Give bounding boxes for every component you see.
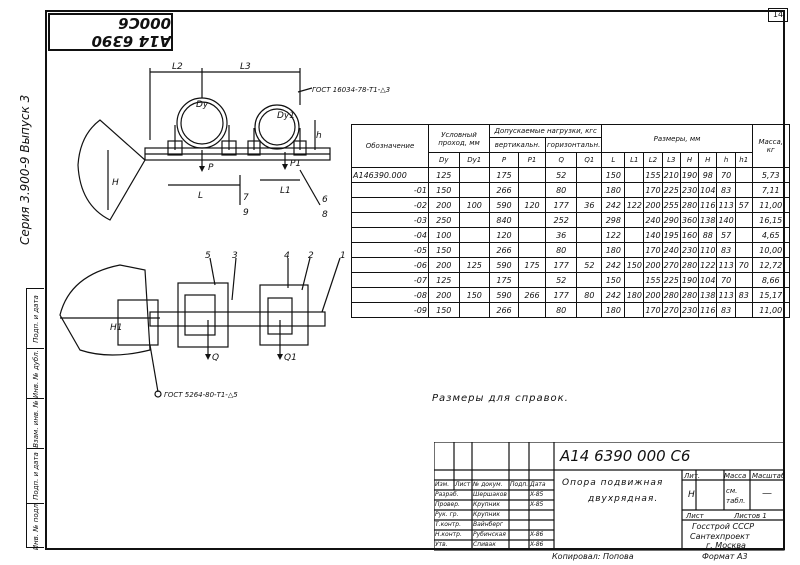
- table-cell-d: -01: [352, 183, 429, 198]
- table-cell-q1: 36: [577, 198, 602, 213]
- tb-person-role: Разраб.: [435, 491, 459, 498]
- dim-l1: L1: [280, 186, 291, 196]
- table-cell-p: 590: [490, 258, 519, 273]
- hdr-nominal: Условный проход, мм: [429, 125, 490, 153]
- table-cell-m: 7,11: [752, 183, 789, 198]
- weld-bottom-label: ГОСТ 5264-80-Т1-△5: [164, 391, 238, 399]
- load-p1: P1: [290, 159, 302, 169]
- table-cell-h1: [735, 303, 752, 318]
- table-cell-l: 180: [602, 303, 625, 318]
- table-cell-H2: 116: [699, 303, 717, 318]
- table-cell-q: 80: [546, 243, 577, 258]
- col-h-small: h: [717, 153, 735, 168]
- table-cell-h: 113: [717, 288, 735, 303]
- hdr-sizes: Размеры, мм: [602, 125, 752, 153]
- table-cell-l3: 290: [662, 213, 680, 228]
- table-cell-m: 12,72: [752, 258, 789, 273]
- table-cell-q1: [577, 303, 602, 318]
- table-cell-l2: 170: [644, 243, 662, 258]
- tb-person-role: Т.контр.: [435, 521, 462, 528]
- table-cell-dy: 125: [429, 273, 460, 288]
- table-cell-l1: [625, 303, 644, 318]
- dim-l3: L3: [240, 62, 251, 72]
- mass-label: Масса: [724, 472, 747, 480]
- table-cell-l3: 255: [662, 198, 680, 213]
- table-cell-q: 52: [546, 273, 577, 288]
- wall-bracket-top: [78, 120, 145, 220]
- table-row: [352, 183, 790, 198]
- table-cell-l: 242: [602, 198, 625, 213]
- table-cell-h: 70: [717, 168, 735, 183]
- table-cell-d: -05: [352, 243, 429, 258]
- table-cell-m: 16,15: [752, 213, 789, 228]
- table-cell-q: 52: [546, 168, 577, 183]
- table-cell-l: 298: [602, 213, 625, 228]
- pos-6: 6: [322, 195, 328, 205]
- table-cell-l1: [625, 213, 644, 228]
- pos-1: 1: [340, 251, 346, 261]
- hdr-loads: Допускаемые нагрузки, кгс: [490, 125, 602, 138]
- table-cell-q1: [577, 243, 602, 258]
- hdr-horizontal: горизонтальн.: [546, 138, 602, 153]
- table-cell-h1: [735, 183, 752, 198]
- table-row: [352, 243, 790, 258]
- table-cell-q: 36: [546, 228, 577, 243]
- table-cell-l2: 200: [644, 288, 662, 303]
- dim-l2: L2: [172, 62, 183, 72]
- format-label: Формат А3: [702, 552, 748, 561]
- table-cell-l2: 140: [644, 228, 662, 243]
- table-cell-m: 5,73: [752, 168, 789, 183]
- table-cell-H2: 98: [699, 168, 717, 183]
- table-cell-p1: [519, 273, 546, 288]
- side-cell: Подп. и дата: [27, 289, 44, 349]
- table-cell-h: 57: [717, 228, 735, 243]
- table-cell-dy: 100: [429, 228, 460, 243]
- table-cell-h1: [735, 273, 752, 288]
- table-cell-l2: 240: [644, 213, 662, 228]
- table-cell-dy1: [459, 168, 490, 183]
- dim-l: L: [198, 191, 204, 201]
- table-cell-l: 242: [602, 288, 625, 303]
- table-cell-q: 80: [546, 183, 577, 198]
- col-dy: Dy: [429, 153, 460, 168]
- col-dy1: Dy1: [459, 153, 490, 168]
- table-cell-dy: 150: [429, 243, 460, 258]
- title-code: А14 6390 000 С6: [560, 447, 691, 465]
- table-cell-H: 230: [680, 303, 698, 318]
- table-cell-l1: [625, 168, 644, 183]
- tb-person-role: Н.контр.: [435, 531, 462, 538]
- table-cell-H: 190: [680, 273, 698, 288]
- table-cell-l: 150: [602, 273, 625, 288]
- table-cell-d: -03: [352, 213, 429, 228]
- tb-person-date: X-85: [530, 491, 544, 498]
- table-cell-p1: [519, 213, 546, 228]
- tb-person-name: Вайнберг: [473, 521, 503, 528]
- load-p: P: [208, 163, 214, 173]
- table-cell-dy1: 150: [459, 288, 490, 303]
- table-cell-H2: 138: [699, 288, 717, 303]
- pos-7: 7: [243, 193, 249, 203]
- table-cell-p: 266: [490, 303, 519, 318]
- tb-hdr-cell: Изм.: [435, 481, 450, 488]
- table-cell-h1: [735, 168, 752, 183]
- table-cell-dy1: [459, 303, 490, 318]
- table-cell-q1: 52: [577, 258, 602, 273]
- table-row: [352, 213, 790, 228]
- table-row: [352, 288, 790, 303]
- tb-person-name: Спивак: [473, 541, 496, 548]
- tb-person-role: Провер.: [435, 501, 460, 508]
- table-cell-h1: [735, 213, 752, 228]
- hdr-designation: Обозначение: [352, 125, 429, 168]
- table-cell-h1: 70: [735, 258, 752, 273]
- table-cell-p: 120: [490, 228, 519, 243]
- table-row: [352, 198, 790, 213]
- col-l: L: [602, 153, 625, 168]
- table-cell-l: 150: [602, 168, 625, 183]
- series-label: Серия 3.900-9 Выпуск 3: [18, 94, 32, 245]
- table-cell-dy: 200: [429, 288, 460, 303]
- table-cell-dy1: 125: [459, 258, 490, 273]
- table-cell-dy: 150: [429, 183, 460, 198]
- table-row: [352, 228, 790, 243]
- col-p1: P1: [519, 153, 546, 168]
- table-cell-l2: 170: [644, 183, 662, 198]
- table-cell-p1: [519, 243, 546, 258]
- table-cell-l: 122: [602, 228, 625, 243]
- table-cell-H: 160: [680, 228, 698, 243]
- table-row: [352, 168, 790, 183]
- pos-3: 3: [232, 251, 238, 261]
- pos-8: 8: [322, 210, 328, 220]
- table-cell-h: 83: [717, 243, 735, 258]
- weld-top-label: ГОСТ 16034-78-Т1-△3: [312, 86, 391, 94]
- tb-person-name: Шершаков: [473, 491, 507, 498]
- tb-person-name: Крупник: [473, 501, 500, 508]
- pos-9: 9: [243, 208, 249, 218]
- dim-h-small: h: [316, 131, 322, 141]
- tb-person-role: Рук. гр.: [435, 511, 459, 518]
- table-cell-dy1: [459, 213, 490, 228]
- table-cell-m: 8,66: [752, 273, 789, 288]
- table-cell-p1: [519, 168, 546, 183]
- tb-hdr-cell: № докум.: [473, 481, 503, 488]
- tb-person-name: Крупник: [473, 511, 500, 518]
- pos-4: 4: [284, 251, 290, 261]
- scale-value: —: [762, 488, 772, 499]
- table-cell-q: 252: [546, 213, 577, 228]
- table-cell-H: 280: [680, 198, 698, 213]
- copied-by: Копировал: Попова: [552, 552, 634, 561]
- title-line1: Опора подвижная: [562, 478, 664, 488]
- table-cell-p1: 120: [519, 198, 546, 213]
- table-cell-q: 177: [546, 198, 577, 213]
- hdr-vertical: вертикальн.: [490, 138, 546, 153]
- table-cell-m: 10,00: [752, 243, 789, 258]
- doc-code-stamp: A14 6390 000C6: [48, 13, 173, 51]
- table-cell-H: 230: [680, 183, 698, 198]
- table-cell-l1: 180: [625, 288, 644, 303]
- dim-h1: H1: [110, 323, 123, 333]
- table-cell-q1: [577, 168, 602, 183]
- table-cell-l2: 170: [644, 303, 662, 318]
- spec-table: [351, 124, 790, 318]
- org-line3: г. Москва: [706, 541, 746, 550]
- dim-h: H: [112, 178, 119, 188]
- table-cell-h: 83: [717, 303, 735, 318]
- mass-value: см. табл.: [726, 487, 746, 505]
- table-cell-l2: 155: [644, 273, 662, 288]
- table-row: [352, 258, 790, 273]
- load-q1: Q1: [284, 353, 297, 363]
- table-cell-h: 83: [717, 183, 735, 198]
- table-cell-h1: 83: [735, 288, 752, 303]
- table-cell-dy: 125: [429, 168, 460, 183]
- side-cell: Подп. и дата: [27, 449, 44, 504]
- table-cell-q: 80: [546, 303, 577, 318]
- table-cell-l3: 225: [662, 273, 680, 288]
- table-cell-h1: [735, 243, 752, 258]
- table-cell-dy1: [459, 273, 490, 288]
- table-cell-dy: 150: [429, 303, 460, 318]
- table-cell-h: 70: [717, 273, 735, 288]
- sheet-label: Лист: [686, 512, 704, 520]
- table-row: [352, 303, 790, 318]
- table-cell-l1: [625, 273, 644, 288]
- side-cell: Взам. инв. №: [27, 399, 44, 449]
- table-cell-l3: 240: [662, 243, 680, 258]
- table-cell-d: -09: [352, 303, 429, 318]
- wall-bracket-plan: [60, 265, 150, 355]
- table-cell-q: 177: [546, 258, 577, 273]
- table-cell-l: 180: [602, 183, 625, 198]
- table-cell-H2: 110: [699, 243, 717, 258]
- table-cell-dy1: [459, 228, 490, 243]
- table-cell-dy: 250: [429, 213, 460, 228]
- table-cell-p: 590: [490, 198, 519, 213]
- table-cell-l1: 122: [625, 198, 644, 213]
- table-cell-l3: 270: [662, 258, 680, 273]
- table-cell-H2: 138: [699, 213, 717, 228]
- table-cell-l2: 200: [644, 258, 662, 273]
- table-cell-q1: [577, 183, 602, 198]
- table-cell-p1: [519, 303, 546, 318]
- tb-person-date: X-85: [530, 501, 544, 508]
- side-cell: Инв. № подл.: [27, 504, 44, 548]
- table-cell-H: 190: [680, 168, 698, 183]
- table-cell-H2: 104: [699, 183, 717, 198]
- table-cell-dy1: [459, 243, 490, 258]
- table-row: [352, 273, 790, 288]
- table-cell-H: 360: [680, 213, 698, 228]
- table-cell-l1: [625, 183, 644, 198]
- table-cell-l3: 225: [662, 183, 680, 198]
- lit-label: Лит.: [684, 472, 701, 480]
- org-line2: Сантехпроект: [690, 532, 750, 541]
- col-h2: H: [699, 153, 717, 168]
- table-cell-H: 230: [680, 243, 698, 258]
- table-cell-l3: 195: [662, 228, 680, 243]
- tb-person-date: X-86: [530, 531, 544, 538]
- table-cell-dy: 200: [429, 198, 460, 213]
- table-cell-h1: 57: [735, 198, 752, 213]
- table-cell-p: 266: [490, 243, 519, 258]
- label-dy1: Dy1: [277, 111, 295, 121]
- sheet-number: 14: [768, 8, 788, 22]
- label-dy: Dy: [196, 100, 209, 110]
- table-cell-m: 11,00: [752, 303, 789, 318]
- sheets-label: Листов 1: [734, 512, 767, 520]
- table-cell-p: 175: [490, 273, 519, 288]
- title-block-header-row: [434, 481, 554, 491]
- table-cell-q1: [577, 273, 602, 288]
- table-cell-l2: 155: [644, 168, 662, 183]
- col-h1: h1: [735, 153, 752, 168]
- table-cell-H2: 104: [699, 273, 717, 288]
- table-cell-p1: [519, 228, 546, 243]
- table-cell-h: 140: [717, 213, 735, 228]
- table-cell-H2: 122: [699, 258, 717, 273]
- table-cell-d: -02: [352, 198, 429, 213]
- table-cell-d: -08: [352, 288, 429, 303]
- table-cell-q1: [577, 228, 602, 243]
- col-q: Q: [546, 153, 577, 168]
- table-cell-l1: [625, 228, 644, 243]
- title-block-people: [434, 491, 554, 551]
- beam-plan: [150, 312, 325, 326]
- tb-hdr-cell: Дата: [530, 481, 546, 488]
- table-cell-l3: 270: [662, 303, 680, 318]
- scale-label: Масштаб: [752, 472, 786, 480]
- table-cell-l2: 200: [644, 198, 662, 213]
- side-cell: Инв. № дубл.: [27, 349, 44, 399]
- table-cell-q: 177: [546, 288, 577, 303]
- tb-hdr-cell: Лист: [455, 481, 471, 488]
- col-l1: L1: [625, 153, 644, 168]
- table-cell-m: 11,00: [752, 198, 789, 213]
- table-cell-h: 113: [717, 258, 735, 273]
- tb-person-role: Утв.: [435, 541, 448, 548]
- table-cell-l3: 280: [662, 288, 680, 303]
- table-cell-l: 242: [602, 258, 625, 273]
- table-cell-h1: [735, 228, 752, 243]
- reference-note: Размеры для справок.: [432, 393, 569, 404]
- tb-person-date: X-86: [530, 541, 544, 548]
- table-cell-d: -04: [352, 228, 429, 243]
- table-cell-q1: [577, 213, 602, 228]
- tb-person-name: Рубинская: [473, 531, 506, 538]
- table-cell-dy1: 100: [459, 198, 490, 213]
- table-cell-d: А146390.000: [352, 168, 429, 183]
- col-q1: Q1: [577, 153, 602, 168]
- table-cell-l1: 150: [625, 258, 644, 273]
- table-cell-p: 590: [490, 288, 519, 303]
- table-cell-p: 266: [490, 183, 519, 198]
- table-cell-m: 15,17: [752, 288, 789, 303]
- table-cell-d: -06: [352, 258, 429, 273]
- table-cell-d: -07: [352, 273, 429, 288]
- pos-5: 5: [205, 251, 211, 261]
- table-cell-h: 113: [717, 198, 735, 213]
- col-h: H: [680, 153, 698, 168]
- hdr-mass: Масса, кг: [752, 125, 789, 168]
- lit-value: Н: [688, 490, 695, 500]
- table-cell-p: 840: [490, 213, 519, 228]
- pos-2: 2: [308, 251, 314, 261]
- table-cell-m: 4,65: [752, 228, 789, 243]
- table-cell-l: 180: [602, 243, 625, 258]
- table-cell-H: 280: [680, 258, 698, 273]
- org-line1: Госстрой СССР: [692, 522, 755, 531]
- col-l2: L2: [644, 153, 662, 168]
- tb-hdr-cell: Подп.: [510, 481, 529, 488]
- col-p: P: [490, 153, 519, 168]
- load-q: Q: [212, 353, 220, 363]
- table-cell-q1: 80: [577, 288, 602, 303]
- table-cell-H2: 88: [699, 228, 717, 243]
- table-cell-l3: 210: [662, 168, 680, 183]
- table-cell-H2: 116: [699, 198, 717, 213]
- table-cell-dy1: [459, 183, 490, 198]
- table-cell-p1: [519, 183, 546, 198]
- table-cell-p1: 266: [519, 288, 546, 303]
- table-cell-p1: 175: [519, 258, 546, 273]
- table-cell-p: 175: [490, 168, 519, 183]
- table-cell-dy: 200: [429, 258, 460, 273]
- table-cell-H: 280: [680, 288, 698, 303]
- col-l3: L3: [662, 153, 680, 168]
- table-cell-l1: [625, 243, 644, 258]
- title-line2: двухрядная.: [588, 494, 659, 504]
